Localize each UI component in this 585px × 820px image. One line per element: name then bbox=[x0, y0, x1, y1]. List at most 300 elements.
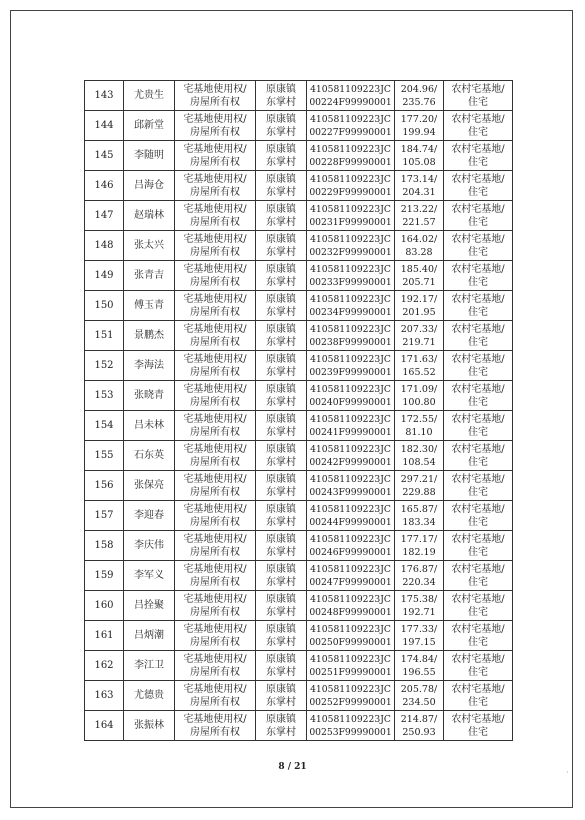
owner-name-cell bbox=[124, 201, 175, 231]
land-use-text: 住宅 bbox=[468, 546, 488, 558]
right-type-text: 房屋所有权 bbox=[190, 366, 240, 378]
land-use-cell bbox=[444, 111, 513, 141]
serial-number-text: 153 bbox=[94, 390, 114, 401]
owner-name-text: 李随明 bbox=[134, 150, 164, 161]
area-text: 182.19 bbox=[402, 546, 436, 558]
area-cell bbox=[395, 351, 444, 381]
owner-name-cell bbox=[124, 711, 175, 741]
serial-number-text: 151 bbox=[94, 330, 114, 341]
table-row bbox=[85, 81, 513, 111]
location-text: 原康镇 bbox=[266, 83, 296, 95]
table-row bbox=[85, 261, 513, 291]
area-text: 83.28 bbox=[405, 246, 433, 258]
table-row bbox=[85, 291, 513, 321]
table-row bbox=[85, 621, 513, 651]
area-text: 204.96/ bbox=[400, 83, 438, 95]
right-type-cell bbox=[175, 531, 256, 561]
area-cell bbox=[395, 231, 444, 261]
location-text: 原康镇 bbox=[266, 713, 296, 725]
land-use-text: 住宅 bbox=[468, 516, 488, 528]
right-type-text: 房屋所有权 bbox=[190, 306, 240, 318]
land-use-cell bbox=[444, 531, 513, 561]
right-type-text: 宅基地使用权/ bbox=[183, 353, 247, 365]
area-text: 164.02/ bbox=[400, 233, 438, 245]
serial-number-text: 150 bbox=[94, 300, 114, 311]
owner-name-text: 李迎春 bbox=[134, 510, 164, 521]
right-type-cell bbox=[175, 351, 256, 381]
page-number: 8 / 21 bbox=[278, 762, 307, 772]
land-use-text: 农村宅基地/ bbox=[451, 293, 505, 305]
location-text: 原康镇 bbox=[266, 383, 296, 395]
unit-code-cell bbox=[307, 651, 395, 681]
area-text: 100.80 bbox=[402, 396, 436, 408]
location-text: 原康镇 bbox=[266, 593, 296, 605]
table-body bbox=[85, 81, 513, 741]
location-text: 东掌村 bbox=[266, 456, 296, 468]
right-type-cell bbox=[175, 621, 256, 651]
unit-code-text: 00229F99990001 bbox=[309, 186, 392, 198]
serial-number-text: 149 bbox=[94, 270, 114, 281]
land-use-cell bbox=[444, 561, 513, 591]
location-text: 原康镇 bbox=[266, 233, 296, 245]
land-use-text: 住宅 bbox=[468, 696, 488, 708]
right-type-text: 房屋所有权 bbox=[190, 216, 240, 228]
right-type-cell bbox=[175, 111, 256, 141]
right-type-text: 房屋所有权 bbox=[190, 156, 240, 168]
serial-number-text: 155 bbox=[94, 450, 114, 461]
unit-code-text: 410581109223JC bbox=[310, 683, 391, 695]
land-use-cell bbox=[444, 411, 513, 441]
right-type-text: 宅基地使用权/ bbox=[183, 473, 247, 485]
scan-mark: · bbox=[566, 768, 569, 777]
land-use-text: 住宅 bbox=[468, 306, 488, 318]
unit-code-text: 410581109223JC bbox=[310, 293, 391, 305]
table-row bbox=[85, 711, 513, 741]
right-type-cell bbox=[175, 501, 256, 531]
location-text: 东掌村 bbox=[266, 216, 296, 228]
location-text: 原康镇 bbox=[266, 143, 296, 155]
area-text: 221.57 bbox=[402, 216, 436, 228]
unit-code-text: 410581109223JC bbox=[310, 443, 391, 455]
unit-code-text: 00233F99990001 bbox=[309, 276, 392, 288]
property-registry-table bbox=[84, 80, 513, 741]
unit-code-text: 00248F99990001 bbox=[309, 606, 392, 618]
land-use-text: 住宅 bbox=[468, 216, 488, 228]
serial-number-text: 154 bbox=[94, 420, 114, 431]
unit-code-cell bbox=[307, 711, 395, 741]
serial-number-cell bbox=[85, 591, 124, 621]
owner-name-text: 李江卫 bbox=[134, 660, 164, 671]
table-row bbox=[85, 681, 513, 711]
location-text: 原康镇 bbox=[266, 473, 296, 485]
land-use-text: 住宅 bbox=[468, 186, 488, 198]
location-text: 东掌村 bbox=[266, 306, 296, 318]
table-row bbox=[85, 411, 513, 441]
area-cell bbox=[395, 201, 444, 231]
owner-name-cell bbox=[124, 651, 175, 681]
serial-number-cell bbox=[85, 261, 124, 291]
serial-number-cell bbox=[85, 201, 124, 231]
land-use-cell bbox=[444, 231, 513, 261]
area-cell bbox=[395, 291, 444, 321]
location-cell bbox=[256, 561, 307, 591]
area-cell bbox=[395, 441, 444, 471]
land-use-text: 住宅 bbox=[468, 396, 488, 408]
unit-code-text: 00243F99990001 bbox=[309, 486, 392, 498]
land-use-cell bbox=[444, 291, 513, 321]
land-use-text: 住宅 bbox=[468, 726, 488, 738]
owner-name-cell bbox=[124, 171, 175, 201]
unit-code-text: 00227F99990001 bbox=[309, 126, 392, 138]
right-type-cell bbox=[175, 261, 256, 291]
serial-number-cell bbox=[85, 351, 124, 381]
unit-code-cell bbox=[307, 261, 395, 291]
location-text: 东掌村 bbox=[266, 156, 296, 168]
owner-name-cell bbox=[124, 141, 175, 171]
area-text: 234.50 bbox=[402, 696, 436, 708]
land-use-text: 农村宅基地/ bbox=[451, 383, 505, 395]
area-cell bbox=[395, 261, 444, 291]
location-text: 原康镇 bbox=[266, 173, 296, 185]
location-text: 东掌村 bbox=[266, 366, 296, 378]
right-type-cell bbox=[175, 381, 256, 411]
right-type-cell bbox=[175, 81, 256, 111]
location-text: 原康镇 bbox=[266, 533, 296, 545]
location-cell bbox=[256, 411, 307, 441]
land-use-cell bbox=[444, 201, 513, 231]
right-type-cell bbox=[175, 411, 256, 441]
right-type-text: 房屋所有权 bbox=[190, 636, 240, 648]
serial-number-cell bbox=[85, 81, 124, 111]
land-use-text: 住宅 bbox=[468, 456, 488, 468]
unit-code-text: 00247F99990001 bbox=[309, 576, 392, 588]
owner-name-cell bbox=[124, 561, 175, 591]
right-type-text: 宅基地使用权/ bbox=[183, 653, 247, 665]
serial-number-text: 146 bbox=[94, 180, 114, 191]
location-text: 东掌村 bbox=[266, 396, 296, 408]
location-text: 原康镇 bbox=[266, 503, 296, 515]
location-cell bbox=[256, 351, 307, 381]
area-text: 173.14/ bbox=[400, 173, 438, 185]
area-text: 165.52 bbox=[402, 366, 436, 378]
area-cell bbox=[395, 171, 444, 201]
owner-name-cell bbox=[124, 291, 175, 321]
owner-name-cell bbox=[124, 111, 175, 141]
location-text: 原康镇 bbox=[266, 353, 296, 365]
serial-number-text: 152 bbox=[94, 360, 114, 371]
land-use-text: 住宅 bbox=[468, 246, 488, 258]
location-text: 原康镇 bbox=[266, 623, 296, 635]
serial-number-cell bbox=[85, 411, 124, 441]
serial-number-text: 148 bbox=[94, 240, 114, 251]
right-type-text: 房屋所有权 bbox=[190, 396, 240, 408]
owner-name-text: 赵瑞林 bbox=[134, 210, 164, 221]
land-use-cell bbox=[444, 381, 513, 411]
owner-name-text: 傅玉青 bbox=[134, 300, 164, 311]
owner-name-cell bbox=[124, 621, 175, 651]
land-use-text: 住宅 bbox=[468, 336, 488, 348]
table-row bbox=[85, 381, 513, 411]
right-type-cell bbox=[175, 561, 256, 591]
right-type-text: 宅基地使用权/ bbox=[183, 263, 247, 275]
serial-number-text: 145 bbox=[94, 150, 114, 161]
unit-code-cell bbox=[307, 411, 395, 441]
right-type-cell bbox=[175, 651, 256, 681]
location-cell bbox=[256, 141, 307, 171]
right-type-text: 房屋所有权 bbox=[190, 336, 240, 348]
location-cell bbox=[256, 261, 307, 291]
unit-code-text: 00240F99990001 bbox=[309, 396, 392, 408]
table-row bbox=[85, 201, 513, 231]
unit-code-text: 410581109223JC bbox=[310, 353, 391, 365]
unit-code-text: 410581109223JC bbox=[310, 203, 391, 215]
location-text: 原康镇 bbox=[266, 653, 296, 665]
land-use-text: 农村宅基地/ bbox=[451, 473, 505, 485]
area-text: 177.20/ bbox=[400, 113, 438, 125]
area-text: 214.87/ bbox=[400, 713, 438, 725]
land-use-text: 农村宅基地/ bbox=[451, 413, 505, 425]
table-row bbox=[85, 231, 513, 261]
area-cell bbox=[395, 321, 444, 351]
area-text: 229.88 bbox=[402, 486, 436, 498]
location-cell bbox=[256, 201, 307, 231]
right-type-cell bbox=[175, 321, 256, 351]
area-cell bbox=[395, 471, 444, 501]
unit-code-cell bbox=[307, 561, 395, 591]
location-cell bbox=[256, 621, 307, 651]
right-type-text: 宅基地使用权/ bbox=[183, 203, 247, 215]
land-use-cell bbox=[444, 711, 513, 741]
owner-name-text: 李海法 bbox=[134, 360, 164, 371]
serial-number-text: 147 bbox=[94, 210, 114, 221]
unit-code-cell bbox=[307, 111, 395, 141]
owner-name-text: 尤德贵 bbox=[134, 690, 164, 701]
land-use-cell bbox=[444, 591, 513, 621]
location-cell bbox=[256, 531, 307, 561]
area-text: 184.74/ bbox=[400, 143, 438, 155]
right-type-cell bbox=[175, 471, 256, 501]
right-type-text: 宅基地使用权/ bbox=[183, 383, 247, 395]
right-type-text: 宅基地使用权/ bbox=[183, 683, 247, 695]
location-text: 东掌村 bbox=[266, 546, 296, 558]
area-text: 192.71 bbox=[402, 606, 436, 618]
right-type-text: 宅基地使用权/ bbox=[183, 503, 247, 515]
area-cell bbox=[395, 531, 444, 561]
owner-name-text: 景鹏杰 bbox=[134, 330, 164, 341]
area-text: 176.87/ bbox=[400, 563, 438, 575]
area-text: 213.22/ bbox=[400, 203, 438, 215]
serial-number-cell bbox=[85, 441, 124, 471]
land-use-text: 住宅 bbox=[468, 576, 488, 588]
unit-code-text: 00231F99990001 bbox=[309, 216, 392, 228]
location-text: 东掌村 bbox=[266, 186, 296, 198]
area-text: 250.93 bbox=[402, 726, 436, 738]
location-cell bbox=[256, 111, 307, 141]
area-text: 197.15 bbox=[402, 636, 436, 648]
unit-code-cell bbox=[307, 141, 395, 171]
land-use-cell bbox=[444, 651, 513, 681]
area-cell bbox=[395, 651, 444, 681]
location-cell bbox=[256, 171, 307, 201]
location-text: 原康镇 bbox=[266, 683, 296, 695]
location-cell bbox=[256, 81, 307, 111]
right-type-cell bbox=[175, 171, 256, 201]
area-text: 220.34 bbox=[402, 576, 436, 588]
right-type-cell bbox=[175, 141, 256, 171]
land-use-text: 农村宅基地/ bbox=[451, 713, 505, 725]
unit-code-cell bbox=[307, 321, 395, 351]
land-use-text: 住宅 bbox=[468, 606, 488, 618]
area-cell bbox=[395, 591, 444, 621]
serial-number-text: 161 bbox=[94, 630, 114, 641]
unit-code-text: 410581109223JC bbox=[310, 263, 391, 275]
unit-code-cell bbox=[307, 591, 395, 621]
location-text: 东掌村 bbox=[266, 606, 296, 618]
unit-code-text: 00238F99990001 bbox=[309, 336, 392, 348]
owner-name-cell bbox=[124, 531, 175, 561]
area-text: 205.71 bbox=[402, 276, 436, 288]
table-row bbox=[85, 591, 513, 621]
right-type-text: 宅基地使用权/ bbox=[183, 293, 247, 305]
location-cell bbox=[256, 321, 307, 351]
land-use-text: 住宅 bbox=[468, 366, 488, 378]
land-use-text: 住宅 bbox=[468, 276, 488, 288]
unit-code-text: 410581109223JC bbox=[310, 413, 391, 425]
owner-name-text: 李庆伟 bbox=[134, 540, 164, 551]
right-type-text: 宅基地使用权/ bbox=[183, 713, 247, 725]
area-text: 199.94 bbox=[402, 126, 436, 138]
right-type-text: 宅基地使用权/ bbox=[183, 413, 247, 425]
area-cell bbox=[395, 411, 444, 441]
land-use-text: 农村宅基地/ bbox=[451, 113, 505, 125]
unit-code-text: 00234F99990001 bbox=[309, 306, 392, 318]
unit-code-cell bbox=[307, 471, 395, 501]
unit-code-cell bbox=[307, 441, 395, 471]
owner-name-cell bbox=[124, 471, 175, 501]
right-type-cell bbox=[175, 201, 256, 231]
serial-number-cell bbox=[85, 711, 124, 741]
unit-code-text: 410581109223JC bbox=[310, 653, 391, 665]
area-text: 185.40/ bbox=[400, 263, 438, 275]
land-use-cell bbox=[444, 351, 513, 381]
land-use-text: 农村宅基地/ bbox=[451, 563, 505, 575]
right-type-text: 宅基地使用权/ bbox=[183, 593, 247, 605]
table-row bbox=[85, 531, 513, 561]
right-type-cell bbox=[175, 441, 256, 471]
owner-name-text: 张青吉 bbox=[134, 270, 164, 281]
owner-name-cell bbox=[124, 81, 175, 111]
owner-name-text: 张太兴 bbox=[134, 240, 164, 251]
unit-code-text: 410581109223JC bbox=[310, 233, 391, 245]
serial-number-cell bbox=[85, 501, 124, 531]
right-type-text: 房屋所有权 bbox=[190, 426, 240, 438]
land-use-text: 农村宅基地/ bbox=[451, 533, 505, 545]
location-text: 东掌村 bbox=[266, 696, 296, 708]
location-text: 东掌村 bbox=[266, 666, 296, 678]
area-cell bbox=[395, 81, 444, 111]
location-cell bbox=[256, 231, 307, 261]
area-text: 297.21/ bbox=[400, 473, 438, 485]
owner-name-cell bbox=[124, 411, 175, 441]
right-type-text: 宅基地使用权/ bbox=[183, 173, 247, 185]
serial-number-cell bbox=[85, 171, 124, 201]
area-cell bbox=[395, 681, 444, 711]
owner-name-text: 尤贵生 bbox=[134, 90, 164, 101]
owner-name-cell bbox=[124, 351, 175, 381]
location-text: 原康镇 bbox=[266, 563, 296, 575]
right-type-text: 房屋所有权 bbox=[190, 696, 240, 708]
unit-code-text: 00228F99990001 bbox=[309, 156, 392, 168]
serial-number-cell bbox=[85, 381, 124, 411]
right-type-text: 宅基地使用权/ bbox=[183, 233, 247, 245]
area-text: 196.55 bbox=[402, 666, 436, 678]
area-text: 219.71 bbox=[402, 336, 436, 348]
land-use-text: 农村宅基地/ bbox=[451, 203, 505, 215]
area-text: 171.09/ bbox=[400, 383, 438, 395]
area-text: 204.31 bbox=[402, 186, 436, 198]
unit-code-cell bbox=[307, 381, 395, 411]
right-type-text: 宅基地使用权/ bbox=[183, 443, 247, 455]
area-text: 201.95 bbox=[402, 306, 436, 318]
land-use-text: 住宅 bbox=[468, 636, 488, 648]
unit-code-cell bbox=[307, 501, 395, 531]
area-cell bbox=[395, 621, 444, 651]
area-text: 207.33/ bbox=[400, 323, 438, 335]
unit-code-text: 410581109223JC bbox=[310, 83, 391, 95]
table-row bbox=[85, 141, 513, 171]
unit-code-text: 410581109223JC bbox=[310, 563, 391, 575]
unit-code-text: 410581109223JC bbox=[310, 593, 391, 605]
land-use-text: 农村宅基地/ bbox=[451, 263, 505, 275]
serial-number-text: 164 bbox=[94, 720, 114, 731]
owner-name-text: 张振林 bbox=[134, 720, 164, 731]
land-use-text: 农村宅基地/ bbox=[451, 623, 505, 635]
unit-code-cell bbox=[307, 291, 395, 321]
land-use-cell bbox=[444, 501, 513, 531]
right-type-text: 房屋所有权 bbox=[190, 126, 240, 138]
land-use-text: 农村宅基地/ bbox=[451, 233, 505, 245]
land-use-text: 住宅 bbox=[468, 426, 488, 438]
unit-code-text: 00252F99990001 bbox=[309, 696, 392, 708]
right-type-cell bbox=[175, 231, 256, 261]
land-use-text: 住宅 bbox=[468, 126, 488, 138]
table-row bbox=[85, 501, 513, 531]
land-use-cell bbox=[444, 441, 513, 471]
location-text: 原康镇 bbox=[266, 443, 296, 455]
unit-code-text: 410581109223JC bbox=[310, 173, 391, 185]
owner-name-text: 石东英 bbox=[134, 450, 164, 461]
right-type-text: 房屋所有权 bbox=[190, 606, 240, 618]
table-row bbox=[85, 441, 513, 471]
owner-name-text: 邱新堂 bbox=[134, 120, 164, 131]
location-text: 东掌村 bbox=[266, 126, 296, 138]
location-text: 东掌村 bbox=[266, 636, 296, 648]
unit-code-text: 00251F99990001 bbox=[309, 666, 392, 678]
right-type-cell bbox=[175, 681, 256, 711]
unit-code-cell bbox=[307, 171, 395, 201]
location-text: 原康镇 bbox=[266, 293, 296, 305]
serial-number-cell bbox=[85, 651, 124, 681]
serial-number-text: 143 bbox=[94, 90, 114, 101]
location-cell bbox=[256, 651, 307, 681]
land-use-text: 农村宅基地/ bbox=[451, 683, 505, 695]
land-use-text: 农村宅基地/ bbox=[451, 503, 505, 515]
right-type-text: 房屋所有权 bbox=[190, 726, 240, 738]
land-use-text: 农村宅基地/ bbox=[451, 143, 505, 155]
owner-name-text: 吕拴聚 bbox=[134, 600, 164, 611]
unit-code-cell bbox=[307, 621, 395, 651]
right-type-text: 房屋所有权 bbox=[190, 516, 240, 528]
